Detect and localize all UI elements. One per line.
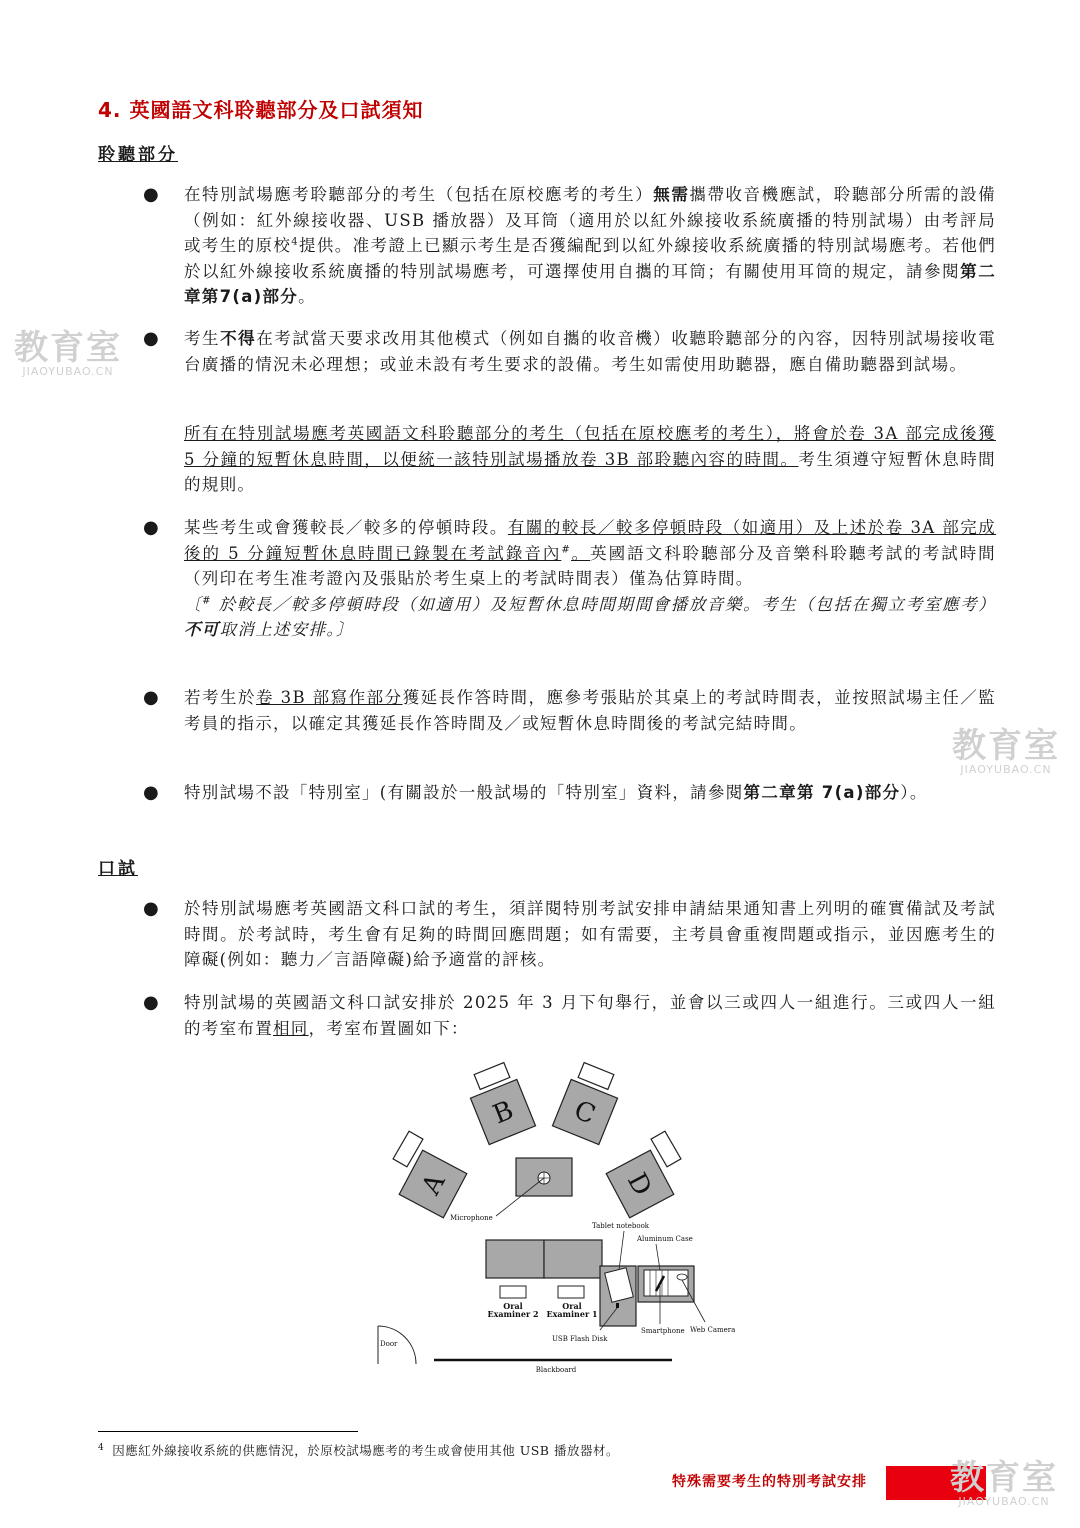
bullet-dot: ●	[143, 184, 159, 205]
svg-text:A: A	[416, 1169, 452, 1200]
footnote-divider	[98, 1431, 358, 1432]
footer-title: 特殊需要考生的特別考試安排	[672, 1474, 867, 1490]
smartphone-label: Smartphone	[641, 1327, 685, 1335]
listening-point-2-break-note: 所有在特別試場應考英國語文科聆聽部分的考生（包括在原校應考的考生），將會於卷 3A 部完成後獲 5 分鐘的短暫休息時間，以便統一該特別試場播放卷 3B 部聆聽內容的時間。考生須遵守短暫休息時間的規則。	[184, 424, 996, 494]
examiner-table-1	[544, 1240, 602, 1278]
examiner-2-label-line2: Examiner 2	[487, 1309, 539, 1319]
watermark-logo: 教育室 JIAOYUBAO.CN	[952, 726, 1060, 776]
watermark-logo: 教育室 JIAOYUBAO.CN	[950, 1458, 1058, 1508]
listening-point-2: 考生不得在考試當天要求改用其他模式（例如自攜的收音機）收聽聆聽部分的內容，因特別試場接收電台廣播的情況未必理想；或並未設有考生要求的設備。考生如需使用助聽器，應自備助聽器到試場。	[184, 329, 996, 374]
examiner-table-2	[486, 1240, 544, 1278]
usb-flash-disk-icon	[616, 1303, 619, 1308]
svg-text:D: D	[620, 1168, 658, 1201]
bullet-dot: ●	[143, 898, 159, 919]
svg-text:C: C	[569, 1095, 600, 1131]
aluminum-case-label: Aluminum Case	[637, 1235, 693, 1243]
blackboard-label: Blackboard	[535, 1366, 577, 1374]
bullet-dot: ●	[143, 517, 159, 538]
svg-text:B: B	[488, 1095, 518, 1131]
door-label: Door	[380, 1340, 398, 1348]
listening-point-3: 某些考生或會獲較長／較多的停頓時段。有關的較長／較多停頓時段（如適用）及上述於卷 3A 部完成後的 5 分鐘短暫休息時間已錄製在考試錄音內#。英國語文科聆聽部分及音樂科聆聽考試的考試時間（列印在考生准考證內及張貼於考生桌上的考試時間表）僅為估算時間。 〔# 於較長／較多停頓時段（如適用）及短暫休息時間期間會播放音樂。考生（包括在獨立考室應考）不可取消上述安排。〕	[184, 515, 996, 643]
music-note: 〔# 於較長／較多停頓時段（如適用）及短暫休息時間期間會播放音樂。考生（包括在獨立考室應考）不可取消上述安排。〕	[184, 594, 996, 639]
examiner-2-chair	[500, 1286, 526, 1298]
examiner-1-label-line2: Examiner 1	[546, 1309, 598, 1319]
section-title: 4. 英國語文科聆聽部分及口試須知	[98, 98, 424, 122]
examiner-2-label-line1: Oral	[503, 1301, 523, 1311]
listening-point-5: 特別試場不設「特別室」(有關設於一般試場的「特別室」資料，請參閱第二章第 7(a)部分）。	[184, 783, 928, 802]
usb-flash-disk-label: USB Flash Disk	[552, 1335, 608, 1343]
examiner-1-chair	[558, 1286, 584, 1298]
bullet-dot: ●	[143, 328, 159, 349]
oral-point-2: 特別試場的英國語文科口試安排於 2025 年 3 月下旬舉行，並會以三或四人一組進行。三或四人一組的考室布置相同，考室布置圖如下：	[184, 993, 996, 1038]
room-layout-diagram	[360, 1058, 740, 1378]
bullet-dot: ●	[143, 782, 159, 803]
bullet-dot: ●	[143, 992, 159, 1013]
tablet-notebook-label: Tablet notebook	[592, 1222, 650, 1230]
oral-point-1: 於特別試場應考英國語文科口試的考生，須詳閱特別考試安排申請結果通知書上列明的確實備試及考試時間。於考試時，考生會有足夠的時間回應問題；如有需要，主考員會重複問題或指示，並因應考生的障礙(例如：聽力／言語障礙)給予適當的評核。	[184, 899, 996, 969]
web-camera-label: Web Camera	[690, 1326, 736, 1334]
listening-point-1: 在特別試場應考聆聽部分的考生（包括在原校應考的考生）無需攜帶收音機應試，聆聽部分所需的設備（例如：紅外線接收器、USB 播放器）及耳筒（適用於以紅外線接收系統廣播的特別試場）由考評局或考生的原校$^4$提供。准考證上已顯示考生是否獲編配到以紅外線接收系統廣播的特別試場應考。若他們於以紅外線接收系統廣播的特別試場應考，可選擇使用自攜的耳筒；有關使用耳筒的規定，請參閱第二章第7(a)部分。	[184, 185, 996, 306]
listening-point-4: 若考生於卷 3B 部寫作部分獲延長作答時間，應參考張貼於其桌上的考試時間表，並按照試場主任／監考員的指示，以確定其獲延長作答時間及／或短暫休息時間後的考試完結時間。	[184, 688, 996, 733]
bullet-dot: ●	[143, 687, 159, 708]
web-camera-icon	[677, 1274, 687, 1280]
watermark-logo: 教育室 JIAOYUBAO.CN	[14, 328, 122, 378]
oral-heading: 口試	[98, 859, 138, 879]
examiner-1-label-line1: Oral	[562, 1301, 582, 1311]
footnote: $^4$ 因應紅外線接收系統的供應情況，於原校試場應考的考生或會使用其他 USB 播放器材。	[98, 1442, 619, 1458]
microphone-label: Microphone	[450, 1214, 493, 1222]
listening-heading: 聆聽部分	[98, 145, 178, 165]
